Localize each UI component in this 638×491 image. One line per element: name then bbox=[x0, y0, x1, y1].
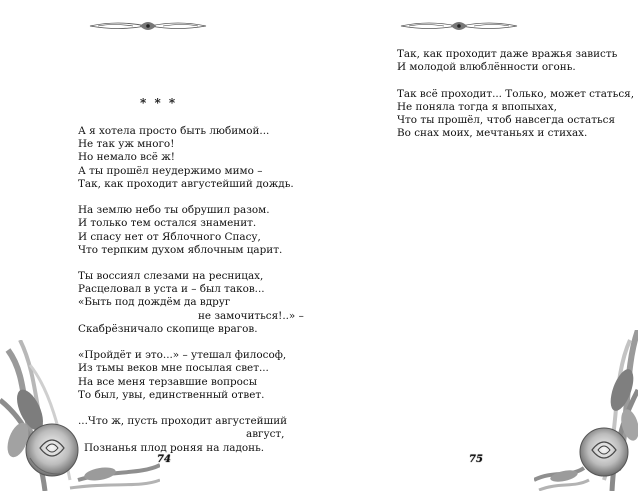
poem-line: Скабрёзничало скопище врагов. bbox=[78, 322, 258, 335]
section-stars: * * * bbox=[140, 96, 178, 110]
poem-line: Ты воссиял слезами на ресницах, bbox=[78, 270, 264, 283]
poem-line: А ты прошёл неудержимо мимо – bbox=[78, 164, 263, 177]
stanza-gap bbox=[397, 74, 632, 87]
right-page bbox=[319, 0, 638, 491]
poem-line: август, bbox=[246, 428, 285, 441]
poem-line: И спасу нет от Яблочного Спасу, bbox=[78, 230, 261, 243]
poem-line: не замочиться!..» – bbox=[198, 309, 304, 322]
poem-line: ...Что ж, пусть проходит августейший bbox=[78, 415, 288, 428]
stanza-gap bbox=[78, 257, 313, 270]
poem-line: И только тем остался знаменит. bbox=[78, 217, 257, 230]
poem-line: На землю небо ты обрушил разом. bbox=[78, 204, 270, 217]
rose-decoration-left bbox=[0, 340, 160, 491]
poem-line: Не поняла тогда я впопыхах, bbox=[397, 100, 557, 113]
poem-line: Познанья плод роняя на ладонь. bbox=[84, 441, 265, 454]
poem-line: И молодой влюблённости огонь. bbox=[397, 61, 576, 74]
poem-line: Так, как проходит августейший дождь. bbox=[78, 177, 294, 190]
poem-line: Так, как проходит даже вражья зависть bbox=[397, 48, 618, 60]
poem-line: Не так уж много! bbox=[78, 138, 175, 151]
page-number-right: 75 bbox=[469, 454, 483, 465]
poem-text-right bbox=[397, 48, 635, 140]
poem-line: Что ты прошёл, чтоб навсегда остаться bbox=[397, 113, 616, 126]
poem-line: На все меня терзавшие вопросы bbox=[78, 375, 258, 388]
page-number-left: 74 bbox=[157, 454, 171, 465]
poem-line: «Быть под дождём да вдруг bbox=[78, 296, 231, 309]
top-ornament-right bbox=[399, 19, 519, 33]
poem-line: «Пройдёт и это...» – утешал философ, bbox=[78, 349, 287, 362]
poem-line: То был, увы, единственный ответ. bbox=[78, 388, 265, 401]
poem-line: Так всё проходит... Только, может статься, bbox=[397, 87, 635, 100]
stanza-gap bbox=[78, 191, 313, 204]
poem-line: Во снах моих, мечтаньях и стихах. bbox=[397, 127, 588, 140]
poem-line: Из тьмы веков мне посылая свет... bbox=[78, 362, 269, 375]
poem-line: А я хотела просто быть любимой... bbox=[78, 125, 270, 137]
rose-decoration-right bbox=[534, 330, 638, 491]
poem-line: Но немало всё ж! bbox=[78, 151, 175, 164]
top-ornament-left bbox=[88, 19, 208, 33]
poem-line: Что терпким духом яблочным царит. bbox=[78, 243, 283, 256]
poem-line: Расцеловал в уста и – был таков... bbox=[78, 283, 265, 296]
